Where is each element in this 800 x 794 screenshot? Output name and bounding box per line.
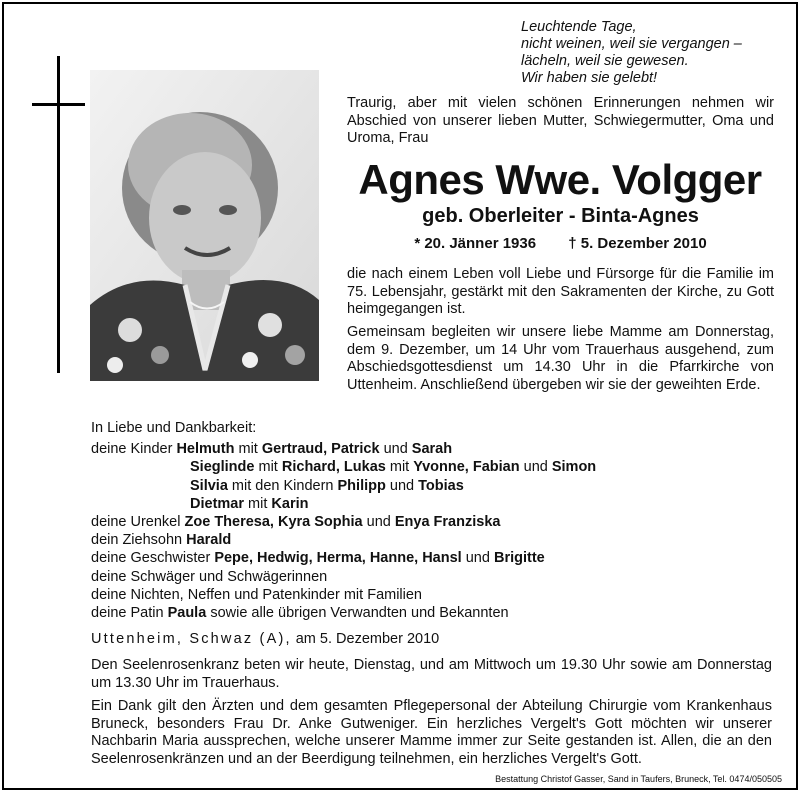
family-row-kinder-3: Silvia mit den Kindern Philipp und Tobias: [190, 477, 464, 494]
family-row-schwaeger: deine Schwäger und Schwägerinnen: [91, 568, 328, 585]
family-heading: In Liebe und Dankbarkeit:: [91, 420, 257, 436]
poem-line: Wir haben sie gelebt!: [521, 70, 658, 86]
place: Uttenheim, Schwaz (A),: [91, 631, 292, 647]
cross-icon-bar: [32, 103, 85, 106]
portrait-photo: [90, 70, 319, 381]
family-row-kinder-2: Sieglinde mit Richard, Lukas mit Yvonne, Fabian und Simon: [190, 459, 597, 476]
funeral-paragraph: Gemeinsam begleiten wir unsere liebe Mamme am Donnerstag, dem 9. Dezember, um 14 Uhr vom Trauerhaus ausgehend, zum Abschiedsgottesdienst um 14.30 Uhr in die Pfarrkirche von Uttenheim. Anschließend übergeben wir sie der geweihten Erde.: [347, 324, 774, 393]
place-date: [91, 630, 439, 648]
maiden-name: geb. Oberleiter - Binta-Agnes: [422, 205, 699, 227]
date: am 5. Dezember 2010: [295, 631, 440, 647]
poem: [521, 19, 791, 87]
family-row-patin: deine Patin Paula sowie alle übrigen Verwandten und Bekannten: [91, 605, 509, 622]
poem-line: lächeln, weil sie gewesen.: [521, 53, 689, 69]
thanks-paragraph: Ein Dank gilt den Ärzten und dem gesamten Pflegepersonal der Abteilung Chirurgie vom Krankenhaus Bruneck, besonders Frau Dr. Anke Gutweniger. Ein herzliches Vergelt's Gott möchten wir unserer Nachbarin Maria aussprechen, welche unserer Mamme immer zur Seite gestanden ist. Allen, die an den Seelenrosenkränzen und an der Beerdigung teilnehmen, ein herzliches Vergelt's Gott.: [91, 698, 772, 767]
intro-text: Traurig, aber mit vielen schönen Erinnerungen nehmen wir Abschied von unserer lieben Mutter, Schwiegermutter, Oma und Uroma, Frau: [347, 95, 774, 146]
death-date: † 5. Dezember 2010: [568, 235, 707, 252]
family-row-nichten: deine Nichten, Neffen und Patenkinder mit Familien: [91, 586, 423, 603]
poem-line: nicht weinen, weil sie vergangen –: [521, 36, 742, 52]
rosary-paragraph: Den Seelenrosenkranz beten wir heute, Dienstag, und am Mittwoch um 19.30 Uhr sowie am Donnerstag um 13.30 Uhr im Trauerhaus.: [91, 657, 772, 691]
family-row-urenkel: deine Urenkel Zoe Theresa, Kyra Sophia und Enya Franziska: [91, 514, 501, 531]
closing-text: [91, 657, 772, 768]
family-row-kinder-4: Dietmar mit Karin: [190, 495, 309, 512]
obituary-notice: [2, 2, 798, 790]
family-row-geschwister: deine Geschwister Pepe, Hedwig, Herma, Hanne, Hansl und Brigitte: [91, 550, 545, 567]
passing-paragraph: die nach einem Leben voll Liebe und Fürsorge für die Familie im 75. Lebensjahr, gestärkt mit den Sakramenten der Kirche, zu Gott heimgegangen ist.: [347, 266, 774, 317]
birth-date: * 20. Jänner 1936: [414, 235, 537, 252]
family-list: [91, 419, 791, 622]
poem-line: Leuchtende Tage,: [521, 19, 637, 35]
family-row-kinder: deine Kinder Helmuth mit Gertraud, Patrick und Sarah: [91, 441, 453, 458]
family-row-ziehsohn: dein Ziehsohn Harald: [91, 532, 232, 549]
funeral-home-footer: Bestattung Christof Gasser, Sand in Taufers, Bruneck, Tel. 0474/050505: [495, 774, 782, 784]
deceased-name: Agnes Wwe. Volgger: [358, 156, 762, 203]
life-dates: [347, 235, 774, 253]
